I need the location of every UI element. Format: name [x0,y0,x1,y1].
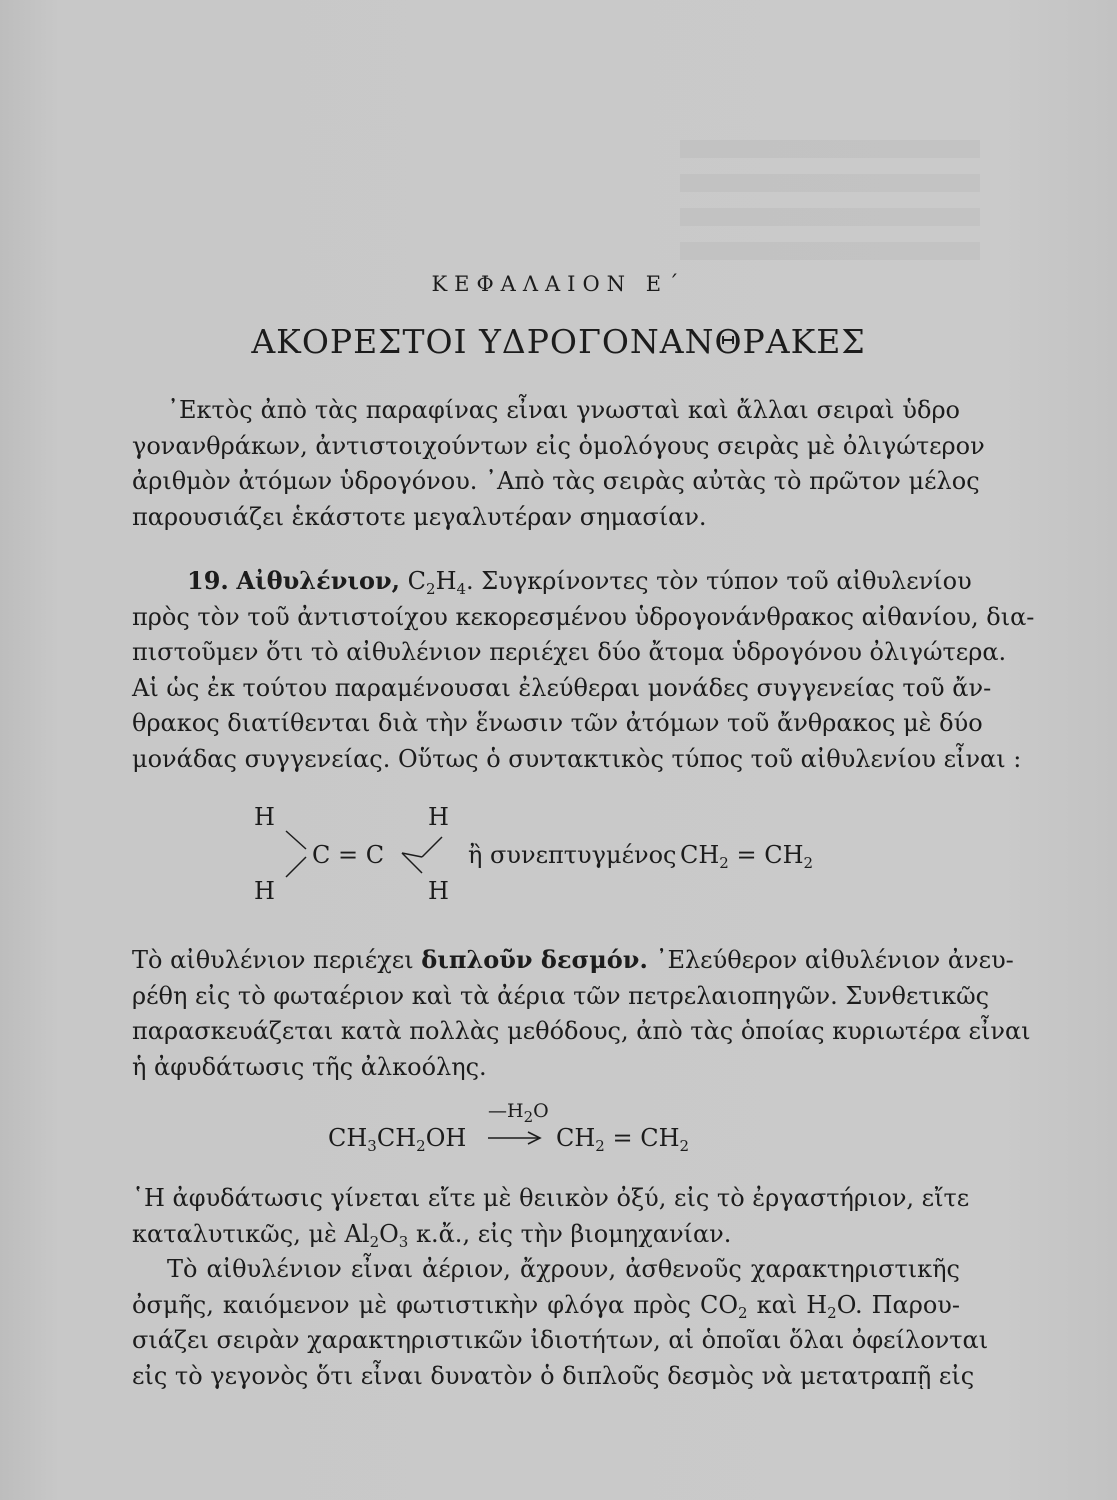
bold-term: διπλοῦν δεσμόν. [421,945,648,974]
text-line: εἰς τὸ γεγονὸς ὅτι εἶναι δυνατὸν ὁ διπλοῦς δεσμὸς νὰ μετατραπῇ εἰς [132,1361,975,1390]
carbon-double-bond: C = C [312,841,385,869]
condensed-label: ἢ συνεπτυγμένος [468,841,677,869]
hydrogen-atom: H [254,877,275,905]
section-number: 19. [187,566,229,595]
reactant: $CH_3CH_2OH$ [328,1124,467,1155]
text-line: μονάδας συγγενείας. Οὕτως ὁ συντακτικὸς τύπος τοῦ αἰθυλενίου εἶναι : [132,744,1022,773]
text-line: γονανθράκων, ἀντιστοιχούντων εἰς ὁμολόγους σειρὰς μὲ ὀλιγώτερον [132,431,985,460]
hydrogen-atom: H [428,803,449,831]
text-line: ῾Η ἀφυδάτωσις γίνεται εἴτε μὲ θειικὸν ὀξύ, εἰς τὸ ἐργαστήριον, εἴτε [132,1184,970,1212]
text-line: Τὸ αἰθυλένιον περιέχει διπλοῦν δεσμόν. ᾿Ελεύθερον αἰθυλένιον ἀνευ- [132,945,1014,974]
section-heading: Αἰθυλένιον, [236,566,400,595]
text-line: Τὸ αἰθυλένιον εἶναι ἀέριον, ἄχρουν, ἀσθενοῦς χαρακτηριστικῆς [167,1255,960,1283]
text-line: πρὸς τὸν τοῦ ἀντιστοίχου κεκορεσμένου ὑδρογονάνθρακος αἰθανίου, δια- [132,602,1035,631]
show-through-text [680,140,980,260]
text-line: καταλυτικῶς, μὲ $Al_2O_3$ κ.ἄ., εἰς τὴν βιομηχανίαν. [132,1219,732,1251]
product: $CH_2 = CH_2$ [556,1124,690,1155]
arrow-condition: $—H_2O$ [488,1100,549,1126]
dehydration-equation [320,1100,740,1160]
text-line: πιστοῦμεν ὅτι τὸ αἰθυλένιον περιέχει δύο ἄτομα ὑδρογόνου ὀλιγώτερα. [132,638,1007,667]
text-line: Αἱ ὡς ἐκ τούτου παραμένουσαι ἐλεύθεραι μονάδες συγγενείας τοῦ ἄν- [132,673,992,702]
double-bond-paragraph [132,942,1031,1085]
text-line: ἡ ἀφυδάτωσις τῆς ἀλκοόλης. [132,1052,487,1081]
hydrogen-atom: H [254,803,275,831]
bond-line [286,857,306,877]
hydrogen-atom: H [428,877,449,905]
text-line: ᾿Εκτὸς ἀπὸ τὰς παραφίνας εἶναι γνωσταὶ καὶ ἄλλαι σειραὶ ὑδρο [167,396,960,424]
bond-line [422,837,442,857]
formula-h: H [435,567,457,595]
intro-paragraph [132,393,985,535]
bond-line [286,831,306,849]
chapter-heading: ΚΕΦΑΛΑΙΟΝ Ε΄ [431,272,686,296]
text-line: παρασκευάζεται κατὰ πολλὰς μεθόδους, ἀπὸ τὰς ὁποίας κυριωτέρα εἶναι [132,1017,1031,1046]
properties-paragraph [132,1252,989,1394]
section-first-line: 19. Αἰθυλένιον, $C_2H_4$. Συγκρίνοντες τὸν τύπον τοῦ αἰθυλενίου [187,566,972,598]
text-line: ρέθη εἰς τὸ φωταέριον καὶ τὰ ἀέρια τῶν πετρελαιοπηγῶν. Συνθετικῶς [132,981,990,1010]
chapter-title: ΑΚΟΡΕΣΤΟΙ ΥΔΡΟΓΟΝΑΝΘΡΑΚΕΣ [251,322,866,361]
ethylene-structural-formula [230,795,950,915]
dehydration-paragraph [132,1181,970,1252]
text-line: παρουσιάζει ἑκάστοτε μεγαλυτέραν σημασίαν. [132,502,707,531]
section-paragraph [132,563,1035,778]
text-line: ὀσμῆς, καιόμενον μὲ φωτιστικὴν φλόγα πρὸς $CO_2$ καὶ $H_2O$. Παρου- [132,1290,960,1322]
text-line: θρακος διατίθενται διὰ τὴν ἕνωσιν τῶν ἀτόμων τοῦ ἄνθρακος μὲ δύο [132,709,983,738]
condensed-formula: $CH_2 = CH_2$ [680,841,814,872]
formula-c: C [407,567,427,595]
text-line: σιάζει σειρὰν χαρακτηριστικῶν ἰδιοτήτων, αἱ ὁποῖαι ὅλαι ὀφείλονται [132,1326,989,1355]
text-line: ἀριθμὸν ἀτόμων ὑδρογόνου. ᾿Απὸ τὰς σειρὰς αὐτὰς τὸ πρῶτον μέλος [132,467,980,496]
